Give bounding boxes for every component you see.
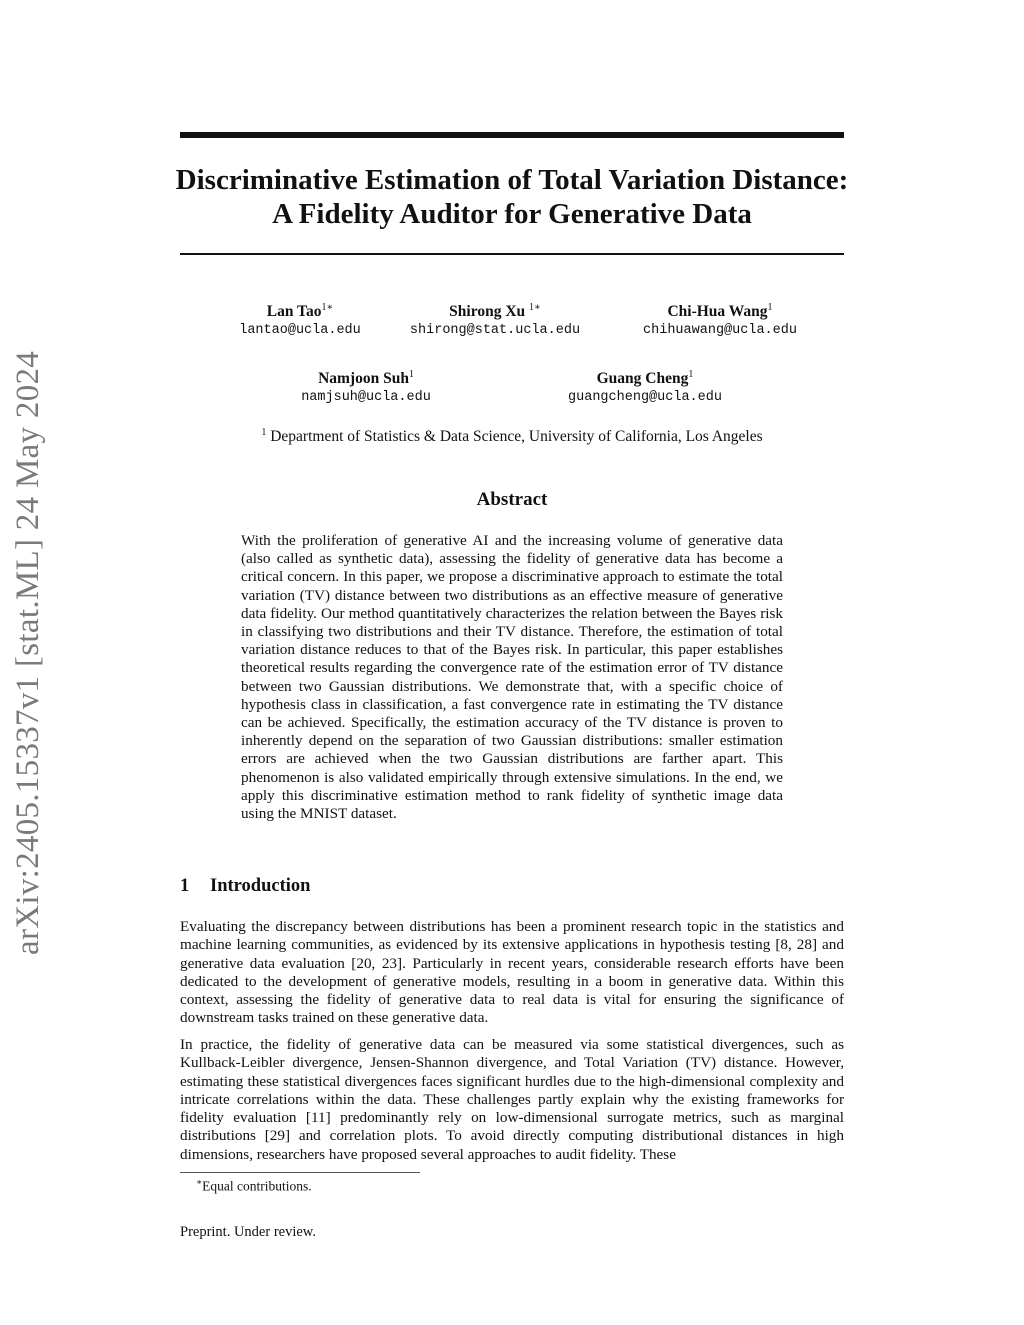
abstract-heading: Abstract [476, 489, 548, 510]
author-affiliation-mark: 1 [767, 302, 773, 313]
footnote [196, 1177, 312, 1195]
author-affiliation-mark: 1∗ [321, 302, 334, 313]
intro-paragraph-1: Evaluating the discrepancy between distributions has been a prominent research topic in the statistics and machine learning communities, as evidenced by its extensive applications in hypothesis testing [8, 28] and generative data evaluation [20, 23]. Particularly in recent years, considerable research efforts have been dedicated to the development of generative models, resulting in a boom in generative data. Within this context, assessing the fidelity of generative data to real data is vital for ensuring the significance of downstream tasks trained on these generative data. [180, 918, 844, 1027]
paper-title-line-2: A Fidelity Auditor for Generative Data [272, 198, 752, 230]
footnote-divider [180, 1172, 420, 1173]
title-bottom-rule [180, 253, 844, 255]
footnote-text: Equal contributions. [202, 1178, 312, 1194]
title-top-rule [180, 132, 844, 138]
author-name: Lan Tao [266, 303, 322, 321]
author-guang-cheng [545, 366, 745, 408]
author-email[interactable]: chihuawang@ucla.edu [643, 323, 797, 339]
author-email[interactable]: shirong@stat.ucla.edu [409, 323, 581, 339]
author-namjoon-suh [266, 366, 466, 408]
author-shirong-xu [390, 299, 600, 341]
author-email[interactable]: guangcheng@ucla.edu [568, 390, 722, 406]
paper-title-line-1: Discriminative Estimation of Total Variation Distance: [175, 164, 849, 196]
author-lan-tao [200, 299, 400, 341]
preprint-notice: Preprint. Under review. [180, 1224, 316, 1240]
section-title: Introduction [210, 876, 311, 896]
author-email[interactable]: lantao@ucla.edu [239, 323, 361, 339]
paper-title [150, 163, 874, 231]
footnote-mark: ∗ [196, 1177, 203, 1187]
author-affiliation-mark: 1∗ [529, 302, 541, 313]
intro-paragraph-2: In practice, the fidelity of generative data can be measured via some statistical divergences, such as Kullback-Leibler divergence, Jensen-Shannon divergence, and Total Variation (TV) distance. However, estimating these statistical divergences faces significant hurdles due to the high-dimensional complexity and intricate correlations within the data. These challenges partly explain why the existing frameworks for fidelity evaluation [11] predominantly rely on low-dimensional surrogate metrics, such as marginal distributions [29] and correlation plots. To avoid directly computing distributional distances in high dimensions, researchers have proposed several approaches to audit fidelity. These [180, 1036, 844, 1163]
author-name: Namjoon Suh [318, 370, 409, 388]
author-name: Chi-Hua Wang [667, 303, 768, 321]
author-affiliation-mark: 1 [408, 369, 414, 380]
affiliation [180, 423, 844, 447]
affiliation-mark: 1 [261, 427, 267, 438]
author-name: Guang Cheng [596, 370, 689, 388]
abstract-body: With the proliferation of generative AI and the increasing volume of generative data (also called as synthetic data), assessing the fidelity of generative data has become a critical concern. In this paper, we propose a discriminative approach to estimate the total variation (TV) distance between two distributions as an effective measure of generative data fidelity. Our method quantitatively characterizes the relation between the Bayes risk in classifying two distributions and their TV distance. Therefore, the estimation of total variation distance reduces to that of the Bayes risk. In particular, this paper establishes theoretical results regarding the convergence rate of the estimation error of TV distance between two Gaussian distributions. We demonstrate that, with a specific choice of hypothesis class in classification, a fast convergence rate in estimating the TV distance can be achieved. Specifically, the estimation accuracy of the TV distance is proven to inherently depend on the separation of two Gaussian distributions: smaller estimation errors are achieved when the two Gaussian distributions are farther apart. This phenomenon is also validated empirically through extensive simulations. In the end, we apply this discriminative estimation method to rank fidelity of synthetic image data using the MNIST dataset. [241, 532, 783, 823]
author-chi-hua-wang [620, 299, 820, 341]
section-heading-introduction [180, 876, 310, 897]
author-email[interactable]: namjsuh@ucla.edu [301, 390, 431, 406]
arxiv-identifier-text: arXiv:2405.15337v1 [stat.ML] 24 May 2024 [10, 350, 46, 955]
author-affiliation-mark: 1 [688, 369, 694, 380]
section-number: 1 [180, 876, 190, 896]
affiliation-text: Department of Statistics & Data Science, University of California, Los Angeles [270, 428, 763, 446]
author-name: Shirong Xu [449, 303, 526, 321]
